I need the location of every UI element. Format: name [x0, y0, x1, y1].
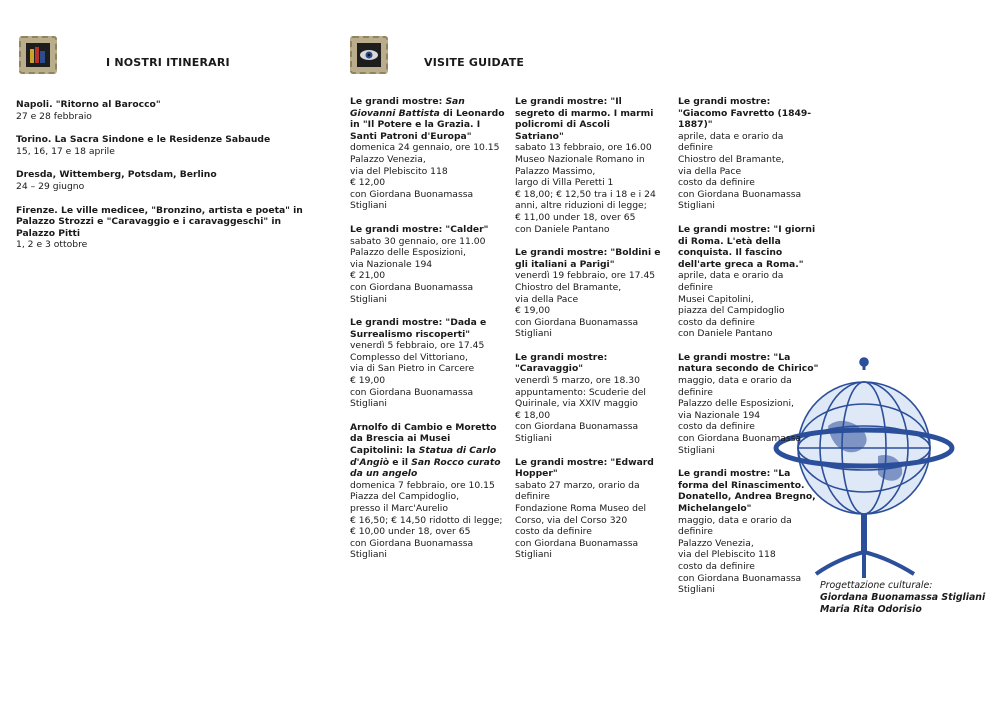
item-line: piazza del Campidoglio	[678, 305, 785, 317]
item-line: costo da definire	[678, 316, 755, 328]
item-line: domenica 24 gennaio, ore 10.15	[350, 142, 500, 154]
item-title: Le grandi mostre: San Giovanni Battista di Leonardo in "Il Potere e la Grazia. I Santi Patroni d'Europa"	[350, 96, 505, 142]
item-title: Le grandi mostre: "I giorni di Roma. L'età della conquista. Il fascino dell'arte greca a Roma."	[678, 223, 816, 270]
item-title: Le grandi mostre: "Calder"	[350, 223, 489, 235]
item-line: via della Pace	[515, 293, 579, 305]
item-line: Museo Nazionale Romano in Palazzo Massimo,	[515, 153, 645, 177]
item-line: € 21,00	[350, 270, 386, 282]
list-item	[350, 422, 505, 561]
item-line: Chiostro del Bramante,	[515, 281, 622, 293]
item-line: con Giordana Buonamassa Stigliani	[350, 281, 474, 305]
item-line: venerdì 19 febbraio, ore 17.45	[515, 270, 656, 282]
item-line: domenica 7 febbraio, ore 10.15	[350, 479, 495, 491]
item-title: Le grandi mostre: "Caravaggio"	[515, 351, 608, 375]
list-item	[350, 224, 505, 305]
list-item	[515, 457, 661, 561]
item-title: Le grandi mostre: "Giacomo Favretto (1849-1887)"	[678, 96, 812, 131]
item-title: Dresda, Wittemberg, Potsdam, Berlino	[16, 169, 217, 181]
list-item	[16, 169, 306, 192]
item-line: 1, 2 e 3 ottobre	[16, 239, 88, 251]
item-line: € 19,00	[515, 305, 551, 317]
item-title: Firenze. Le ville medicee, "Bronzino, artista e poeta" in Palazzo Strozzi e "Caravaggio e i caravaggeschi" in Palazzo Pitti	[16, 204, 303, 239]
itinerari-heading: I NOSTRI ITINERARI	[106, 56, 230, 69]
item-line: venerdì 5 febbraio, ore 17.45	[350, 340, 485, 352]
credit-name: Giordana Buonamassa Stigliani	[820, 592, 986, 603]
item-line: sabato 30 gennaio, ore 11.00	[350, 235, 486, 247]
books-icon	[26, 43, 50, 67]
item-line: Fondazione Roma Museo del Corso, via del Corso 320	[515, 503, 647, 526]
item-line: 27 e 28 febbraio	[16, 110, 92, 122]
item-line: largo di Villa Peretti 1	[515, 177, 614, 189]
item-line: € 16,50; € 14,50 ridotto di legge; € 10,00 under 18, over 65	[350, 514, 503, 538]
item-title: Le grandi mostre: "La forma del Rinascimento. Donatello, Andrea Bregno, Michelangelo"	[678, 468, 816, 514]
item-line: via della Pace	[678, 165, 742, 177]
visite-col-2	[515, 96, 661, 573]
credit-block	[820, 580, 985, 616]
item-line: con Giordana Buonamassa Stigliani	[350, 386, 474, 410]
credit-name: Maria Rita Odorisio	[820, 604, 922, 615]
item-line: con Daniele Pantano	[678, 328, 773, 340]
item-line: con Giordana Buonamassa Stigliani	[515, 421, 639, 445]
item-line: appuntamento: Scuderie del Quirinale, via XXIV maggio	[515, 386, 646, 410]
item-line: costo da definire	[515, 526, 592, 538]
item-line: Piazza del Campidoglio,	[350, 491, 459, 503]
item-line: Chiostro del Bramante,	[678, 153, 785, 165]
item-line: con Giordana Buonamassa Stigliani	[678, 433, 802, 456]
visite-heading: VISITE GUIDATE	[424, 56, 525, 69]
item-line: Palazzo Venezia,	[678, 537, 754, 549]
list-item	[515, 352, 661, 445]
eye-icon	[357, 43, 381, 67]
list-item	[350, 96, 505, 212]
item-line: € 12,00	[350, 177, 386, 189]
item-line: con Daniele Pantano	[515, 223, 610, 235]
item-title: Napoli. "Ritorno al Barocco"	[16, 99, 161, 110]
item-title: Le grandi mostre: "Dada e Surrealismo riscoperti"	[350, 317, 487, 340]
item-line: € 11,00 under 18, over 65	[515, 211, 636, 223]
list-item	[350, 317, 505, 410]
visite-col-3	[678, 96, 820, 608]
item-line: con Giordana Buonamassa Stigliani	[678, 572, 802, 596]
item-line: venerdì 5 marzo, ore 18.30	[515, 375, 640, 387]
item-line: con Giordana Buonamassa Stigliani	[678, 188, 802, 212]
item-line: maggio, data e orario da definire	[678, 375, 792, 398]
item-line: con Giordana Buonamassa Stigliani	[515, 537, 639, 561]
item-line: 24 – 29 giugno	[16, 180, 85, 192]
item-title: Torino. La Sacra Sindone e le Residenze Sabaude	[16, 134, 271, 146]
item-title: Le grandi mostre: "Il segreto di marmo. I marmi policromi di Ascoli Satriano"	[515, 96, 654, 142]
visite-icon	[350, 36, 388, 74]
item-line: sabato 13 febbraio, ore 16.00	[515, 142, 652, 154]
item-line: aprile, data e orario da definire	[678, 130, 784, 154]
item-line: Musei Capitolini,	[678, 293, 754, 305]
list-item	[678, 468, 820, 596]
item-line: Complesso del Vittoriano,	[350, 351, 468, 363]
item-line: con Giordana Buonamassa Stigliani	[350, 537, 474, 561]
item-line: € 18,00	[515, 409, 551, 421]
item-line: € 18,00; € 12,50 tra i 18 e i 24 anni, altre riduzioni di legge;	[515, 188, 656, 212]
item-line: presso il Marc'Aurelio	[350, 503, 448, 514]
visite-col-1	[350, 96, 505, 573]
item-line: via Nazionale 194	[678, 409, 761, 421]
item-title: Arnolfo di Cambio e Moretto da Brescia ai Musei Capitolini: la Statua di Carlo d'Angiò e il San Rocco curato da un angelo	[350, 421, 501, 480]
list-item	[678, 96, 820, 212]
item-line: via di San Pietro in Carcere	[350, 363, 475, 375]
item-line: aprile, data e orario da definire	[678, 270, 784, 293]
item-title: Le grandi mostre: "Boldini e gli italiani a Parigi"	[515, 247, 661, 270]
item-line: sabato 27 marzo, orario da definire	[515, 479, 640, 503]
list-item	[16, 99, 306, 122]
item-line: costo da definire	[678, 560, 755, 572]
item-line: Palazzo Venezia,	[350, 153, 426, 165]
item-line: 15, 16, 17 e 18 aprile	[16, 145, 115, 157]
list-item	[678, 352, 820, 456]
item-line: Palazzo delle Esposizioni,	[350, 247, 466, 259]
item-line: via Nazionale 194	[350, 258, 433, 270]
item-line: Palazzo delle Esposizioni,	[678, 398, 794, 410]
item-line: con Giordana Buonamassa Stigliani	[350, 188, 474, 212]
item-line: via del Plebiscito 118	[678, 549, 776, 561]
list-item	[16, 134, 306, 157]
item-line: maggio, data e orario da definire	[678, 514, 792, 538]
list-item	[515, 96, 661, 235]
credit-label: Progettazione culturale:	[820, 580, 933, 591]
list-item	[16, 205, 306, 251]
item-line: costo da definire	[678, 421, 755, 433]
item-line: via del Plebiscito 118	[350, 165, 448, 177]
item-title: Le grandi mostre: "La natura secondo de Chirico"	[678, 351, 819, 375]
item-line: € 19,00	[350, 375, 386, 387]
list-item	[515, 247, 661, 340]
item-line: con Giordana Buonamassa Stigliani	[515, 316, 639, 340]
list-item	[678, 224, 820, 340]
itinerari-icon	[19, 36, 57, 74]
itinerari-list	[16, 99, 306, 263]
item-title: Le grandi mostre: "Edward Hopper"	[515, 456, 654, 480]
item-line: costo da definire	[678, 177, 755, 189]
